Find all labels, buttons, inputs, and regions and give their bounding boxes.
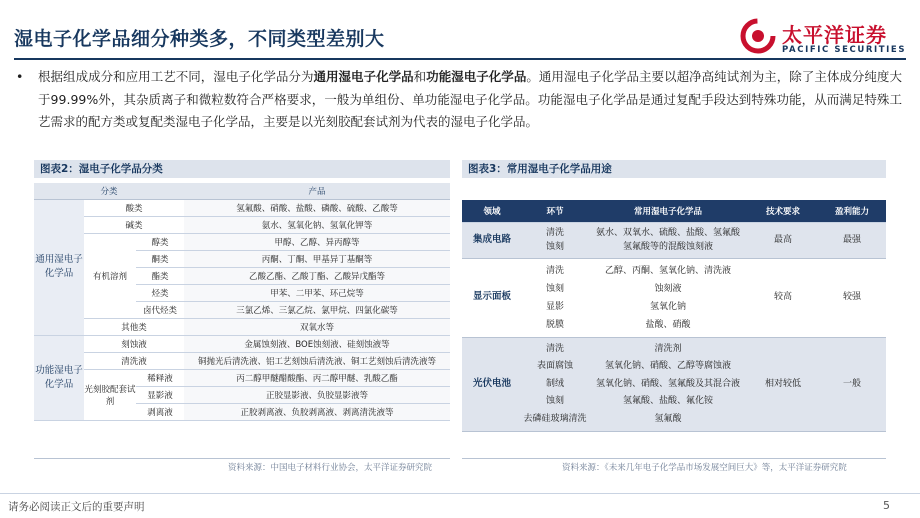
logo-text-cn: 太平洋证券 — [782, 23, 887, 47]
class-other: 其他类 — [84, 318, 184, 335]
intro-bold-general: 通用湿电子化学品 — [313, 69, 414, 84]
class-ketones: 酮类 — [136, 250, 184, 267]
prod-developer: 正胶显影液、负胶显影液等 — [184, 386, 450, 403]
steps-fpd — [522, 258, 588, 337]
profit-ic: 最强 — [818, 222, 886, 258]
table-row-pv — [462, 337, 886, 432]
fig3-source-divider — [462, 458, 886, 459]
intro-text-3: 。通用湿电子化学品主要以超净高纯试剂为主，除了主体成分纯度大于99.99%外，其杂质离子和微粒数符合严格要求，一般为单组份、单功能湿电子化学品。功能湿电子化学品是通过复配手段达到特殊功能，从而满足特殊工艺需求的配方类或复配类湿电子化学品，主要是以光刻胶配套试剂为代表的湿电子化学品。 — [38, 69, 902, 129]
footer-divider — [0, 493, 920, 494]
class-photoresist: 光刻胶配套试剂 — [84, 369, 136, 420]
class-alcohols: 醇类 — [136, 233, 184, 250]
class-hydrocarbons: 烃类 — [136, 284, 184, 301]
class-developer: 显影液 — [136, 386, 184, 403]
col-header-chemicals: 常用湿电子化学品 — [588, 200, 748, 222]
profit-pv: 一般 — [818, 337, 886, 432]
logo-mark-icon — [740, 18, 776, 54]
class-organic: 有机溶剂 — [84, 233, 136, 318]
table-row — [34, 335, 450, 352]
chems-fpd — [588, 258, 748, 337]
domain-ic: 集成电路 — [462, 222, 522, 258]
col-header-domain: 领域 — [462, 200, 522, 222]
page-number: 5 — [883, 499, 890, 512]
class-esters: 酯类 — [136, 267, 184, 284]
group-general: 通用湿电子化学品 — [34, 199, 84, 335]
class-thinner: 稀释液 — [136, 369, 184, 386]
step: 清洗 — [545, 227, 564, 238]
table-row-ic — [462, 222, 886, 258]
chem: 氢氧化钠、硝酸、乙醇等腐蚀液 — [604, 361, 731, 371]
table-row-fpd — [462, 258, 886, 337]
fig3-table — [462, 200, 886, 432]
chem: 氢氟酸等的混酸蚀刻液 — [622, 242, 713, 252]
class-bases: 碱类 — [84, 216, 184, 233]
prod-cleaning: 铜抛光后清洗液、铝工艺刻蚀后清洗液、铜工艺刻蚀后清洗液等 — [184, 352, 450, 369]
class-acids: 酸类 — [84, 199, 184, 216]
chems-ic — [588, 222, 748, 258]
table-row — [34, 318, 450, 335]
fig2-table — [34, 183, 450, 421]
table-row — [34, 369, 450, 386]
tech-pv: 相对较低 — [748, 337, 818, 432]
step: 蚀刻 — [545, 396, 564, 406]
prod-thinner: 丙二醇甲醚醋酸酯、丙二醇甲醚、乳酸乙酯 — [184, 369, 450, 386]
chem: 氢氧化钠、硝酸、氢氟酸及其混合液 — [595, 378, 740, 389]
intro-text-2: 和 — [413, 69, 427, 84]
prod-alcohols: 甲醇、乙醇、异丙醇等 — [184, 233, 450, 250]
step: 清洗 — [545, 265, 564, 276]
table-header-row — [462, 200, 886, 222]
header-divider — [14, 58, 906, 60]
step: 清洗 — [545, 343, 564, 354]
fig2-source-divider — [34, 458, 450, 459]
class-cleaning: 清洗液 — [84, 352, 184, 369]
class-etchant: 刻蚀液 — [84, 335, 184, 352]
step: 蚀刻 — [545, 242, 564, 252]
chem: 氢氟酸 — [654, 413, 682, 424]
chem: 盐酸、硝酸 — [645, 319, 691, 330]
table-row — [34, 216, 450, 233]
chem: 氢氟酸、盐酸、氟化铵 — [622, 396, 713, 406]
step: 制绒 — [545, 378, 564, 389]
chem: 氨水、双氧水、硫酸、盐酸、氢氟酸 — [595, 227, 740, 238]
tech-ic: 最高 — [748, 222, 818, 258]
page-title: 湿电子化学品细分种类多，不同类型差别大 — [14, 28, 385, 50]
prod-ketones: 丙酮、丁酮、甲基异丁基酮等 — [184, 250, 450, 267]
chem: 乙醇、丙酮、氢氧化钠、清洗液 — [604, 265, 731, 276]
disclaimer: 请务必阅读正文后的重要声明 — [8, 501, 145, 513]
table-row — [34, 199, 450, 216]
step: 显影 — [545, 301, 564, 312]
steps-ic — [522, 222, 588, 258]
tech-fpd: 较高 — [748, 258, 818, 337]
logo-text-en: PACIFIC SECURITIES — [782, 45, 907, 55]
chem: 蚀刻液 — [654, 283, 682, 294]
intro-text-1: 根据组成成分和应用工艺不同，湿电子化学品分为 — [38, 69, 314, 84]
col-header-class: 分类 — [34, 183, 184, 199]
intro-paragraph — [16, 66, 902, 134]
chem: 清洗剂 — [654, 343, 682, 354]
company-logo — [740, 16, 910, 60]
col-header-step: 环节 — [522, 200, 588, 222]
col-header-tech: 技术要求 — [748, 200, 818, 222]
intro-bold-functional: 功能湿电子化学品 — [426, 69, 527, 84]
class-halo: 卤代烃类 — [136, 301, 184, 318]
prod-halo: 三氯乙烯、三氯乙烷、氯甲烷、四氯化碳等 — [184, 301, 450, 318]
prod-bases: 氨水、氢氧化钠、氢氧化钾等 — [184, 216, 450, 233]
prod-hydrocarbons: 甲苯、二甲苯、环己烷等 — [184, 284, 450, 301]
chems-pv — [588, 337, 748, 432]
col-header-profit: 盈利能力 — [818, 200, 886, 222]
group-functional: 功能湿电子化学品 — [34, 335, 84, 420]
step: 表面腐蚀 — [536, 361, 573, 371]
prod-stripper: 正胶剥离液、负胶剥离液、剥离清洗液等 — [184, 403, 450, 420]
profit-fpd: 较强 — [818, 258, 886, 337]
step: 脱膜 — [545, 319, 564, 330]
domain-pv: 光伏电池 — [462, 337, 522, 432]
step: 去磷硅玻璃清洗 — [523, 413, 587, 424]
prod-esters: 乙酸乙酯、乙酸丁酯、乙酸异戊酯等 — [184, 267, 450, 284]
class-stripper: 剥离液 — [136, 403, 184, 420]
steps-pv — [522, 337, 588, 432]
bullet: • — [16, 69, 24, 84]
col-header-product: 产品 — [184, 183, 450, 199]
table-row — [34, 233, 450, 250]
fig3-title: 图表3：常用湿电子化学品用途 — [462, 160, 886, 178]
domain-fpd: 显示面板 — [462, 258, 522, 337]
prod-acids: 氢氟酸、硝酸、盐酸、磷酸、硫酸、乙酸等 — [184, 199, 450, 216]
prod-etchant: 金属蚀刻液、BOE蚀刻液、硅刻蚀液等 — [184, 335, 450, 352]
step: 蚀刻 — [545, 283, 564, 294]
fig3-source: 资料来源：《未来几年电子化学品市场发展空间巨大》等，太平洋证券研究院 — [562, 463, 847, 473]
table-header-row — [34, 183, 450, 199]
prod-other: 双氧水等 — [184, 318, 450, 335]
fig2-title: 图表2：湿电子化学品分类 — [34, 160, 450, 178]
chem: 氢氧化钠 — [649, 301, 686, 312]
fig2-source: 资料来源：中国电子材料行业协会，太平洋证券研究院 — [228, 463, 433, 473]
